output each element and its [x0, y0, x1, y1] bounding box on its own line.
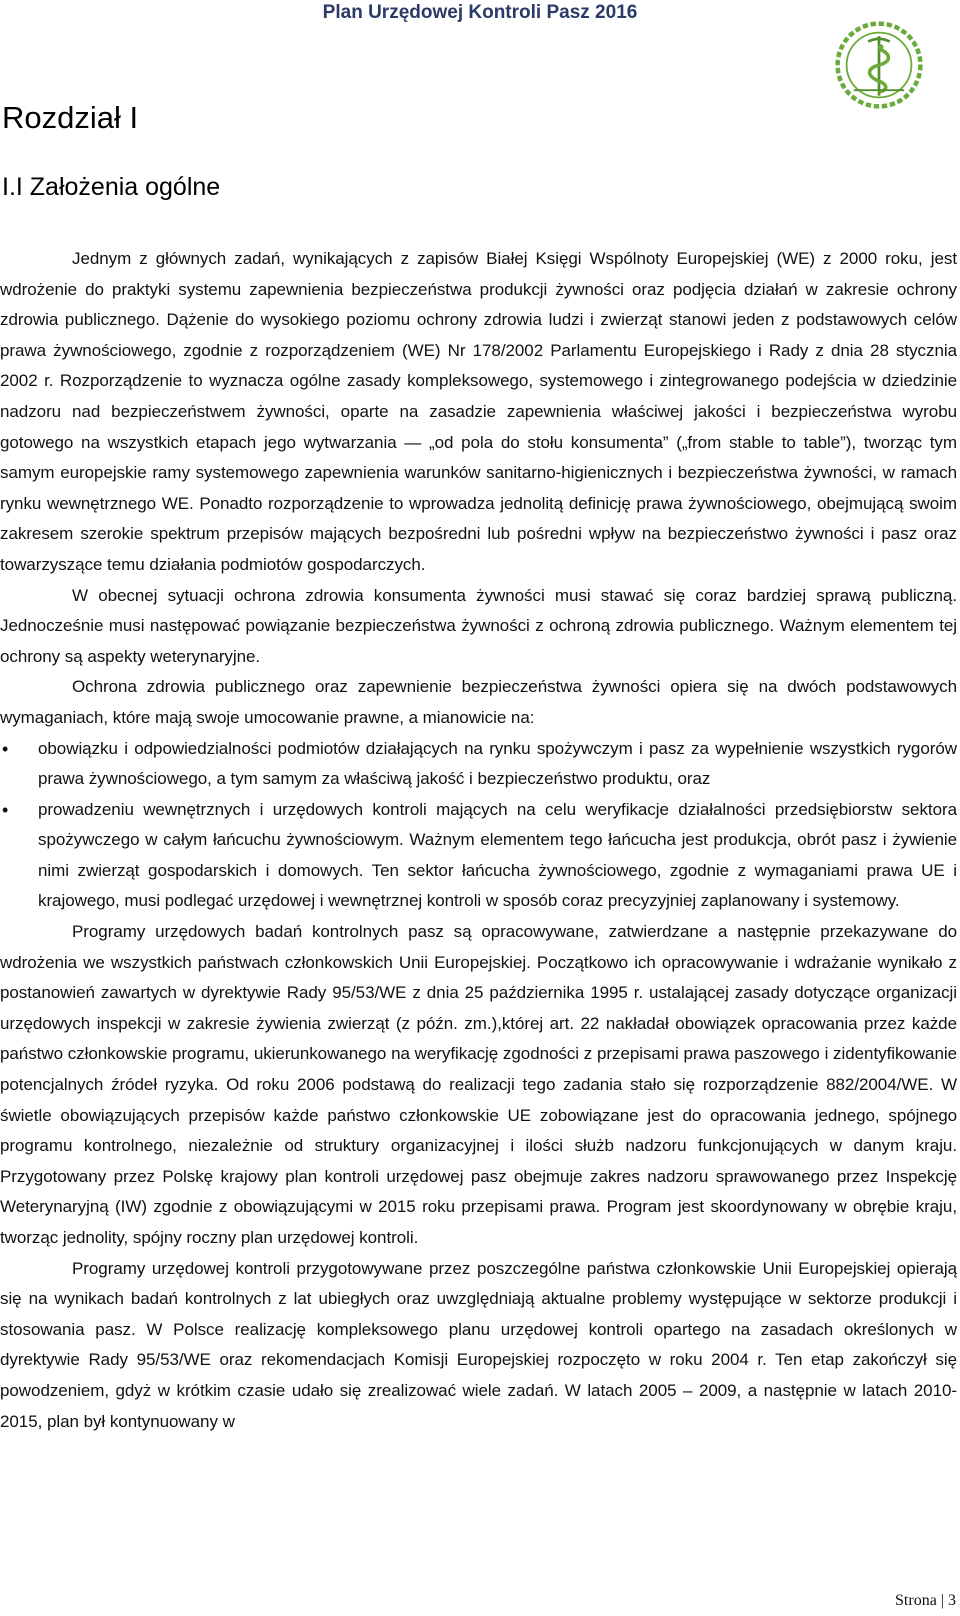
paragraph: W obecnej sytuacji ochrona zdrowia konsumenta żywności musi stawać się coraz bardziej sprawą publiczną. Jednocześnie musi następować powiązanie bezpieczeństwa żywności z ochroną zdrowia publicznego. Ważnym elementem tej ochrony są aspekty weterynaryjne. — [0, 585, 957, 666]
requirements-list — [0, 734, 957, 918]
list-item: • obowiązku i odpowiedzialności podmiotów działających na rynku spożywczym i pasz za wypełnienie wszystkich rygorów prawa żywnościowego, a tym samym za właściwą jakość i bezpieczeństwo produktu, oraz — [0, 734, 957, 795]
list-item: • prowadzeniu wewnętrznych i urzędowych kontroli mających na celu weryfikacje działalności przedsiębiorstw sektora spożywczego w całym łańcuchu żywnościowym. Ważnym elementem tego łańcucha jest produkcja, obrót pasz i żywienie nimi zwierząt gospodarskich i domowych. Ten sektor łańcucha żywnościowego, zgodnie z wymaganiami prawa UE i krajowego, musi podlegać urzędowej i wewnętrznej kontroli w sposób coraz precyzyjniej zaplanowany i systemowy. — [0, 795, 957, 917]
body-text — [0, 244, 957, 1437]
paragraph: Jednym z głównych zadań, wynikających z zapisów Białej Księgi Wspólnoty Europejskiej (WE) z 2000 roku, jest wdrożenie do praktyki systemu zapewnienia bezpieczeństwa produkcji żywności oraz podjęcia działań w zakresie ochrony zdrowia publicznego. Dążenie do wysokiego poziomu ochrony zdrowia ludzi i zwierząt stanowi jeden z podstawowych celów prawa żywnościowego, zgodnie z rozporządzeniem (WE) Nr 178/2002 Parlamentu Europejskiego i Rady z dnia 28 stycznia 2002 r. Rozporządzenie to wyznacza ogólne zasady kompleksowego, systemowego i zintegrowanego podejścia w dziedzinie nadzoru nad bezpieczeństwem żywności, oparte na zasadzie zapewnienia właściwej jakości i bezpieczeństwa wyrobu gotowego na wszystkich etapach jego wytwarzania — „od pola do stołu konsumenta” („from stable to table”), tworząc tym samym europejskie ramy systemowego zapewnienia warunków sanitarno-higienicznych i bezpieczeństwa żywności, w ramach rynku wewnętrznego WE. Ponadto rozporządzenie to wprowadza jednolitą definicję prawa żywnościowego, obejmującą swoim zakresem szerokie spektrum przepisów mających bezpośredni lub pośredni wpływ na bezpieczeństwo żywności i pasz oraz towarzyszące temu działania podmiotów gospodarczych. — [0, 249, 957, 574]
chapter-title: Rozdział I — [2, 100, 139, 135]
paragraph: Programy urzędowej kontroli przygotowywane przez poszczególne państwa członkowskie Unii Europejskiej opierają się na wynikach badań kontrolnych z lat ubiegłych oraz uwzględniają aktualne problemy występujące w sektorze produkcji i stosowania pasz. W Polsce realizację kompleksowego planu urzędowej kontroli opartego na zasadach określonych w dyrektywie Rady 95/53/WE oraz rekomendacjach Komisji Europejskiej rozpoczęto w roku 2004 r. Ten etap zakończył się powodzeniem, gdyż w krótkim czasie udało się zrealizować wiele zadań. W latach 2005 – 2009, a następnie w latach 2010-2015, plan był kontynuowany w — [0, 1258, 957, 1431]
section-title: I.I Założenia ogólne — [2, 173, 221, 201]
paragraph: Ochrona zdrowia publicznego oraz zapewnienie bezpieczeństwa żywności opiera się na dwóch podstawowych wymaganiach, które mają swoje umocowanie prawne, a mianowicie na: — [0, 677, 957, 727]
page-number: Strona | 3 — [895, 1592, 956, 1609]
veterinary-seal-logo-icon — [834, 20, 924, 110]
paragraph: Programy urzędowych badań kontrolnych pasz są opracowywane, zatwierdzane a następnie przekazywane do wdrożenia we wszystkich państwach członkowskich Unii Europejskiej. Początkowo ich opracowywanie i wdrażanie wynikało z postanowień zawartych w dyrektywie Rady 95/53/WE z dnia 25 października 1995 r. ustalającej zasady dotyczące organizacji urzędowych inspekcji w zakresie żywienia zwierząt (z późn. zm.),której art. 22 nakładał obowiązek opracowania przez każde państwo członkowskie programu, ukierunkowanego na weryfikację zgodności z przepisami prawa paszowego i zidentyfikowanie potencjalnych źródeł ryzyka. Od roku 2006 podstawą do realizacji tego zadania stało się rozporządzenie 882/2004/WE. W świetle obowiązujących przepisów każde państwo członkowskie UE zobowiązane jest do opracowania jednego, spójnego programu kontrolnego, niezależnie od struktury organizacyjnej i ilości służb nadzoru funkcjonujących w danym kraju. Przygotowany przez Polskę krajowy plan kontroli urzędowej pasz obejmuje zakres nadzoru sprawowanego przez Inspekcję Weterynaryjną (IW) zgodnie z obowiązującymi w 2015 roku przepisami prawa. Program jest skoordynowany w obrębie kraju, tworząc jednolity, spójny roczny plan urzędowej kontroli. — [0, 922, 957, 1247]
running-header: Plan Urzędowej Kontroli Pasz 2016 — [322, 2, 638, 23]
